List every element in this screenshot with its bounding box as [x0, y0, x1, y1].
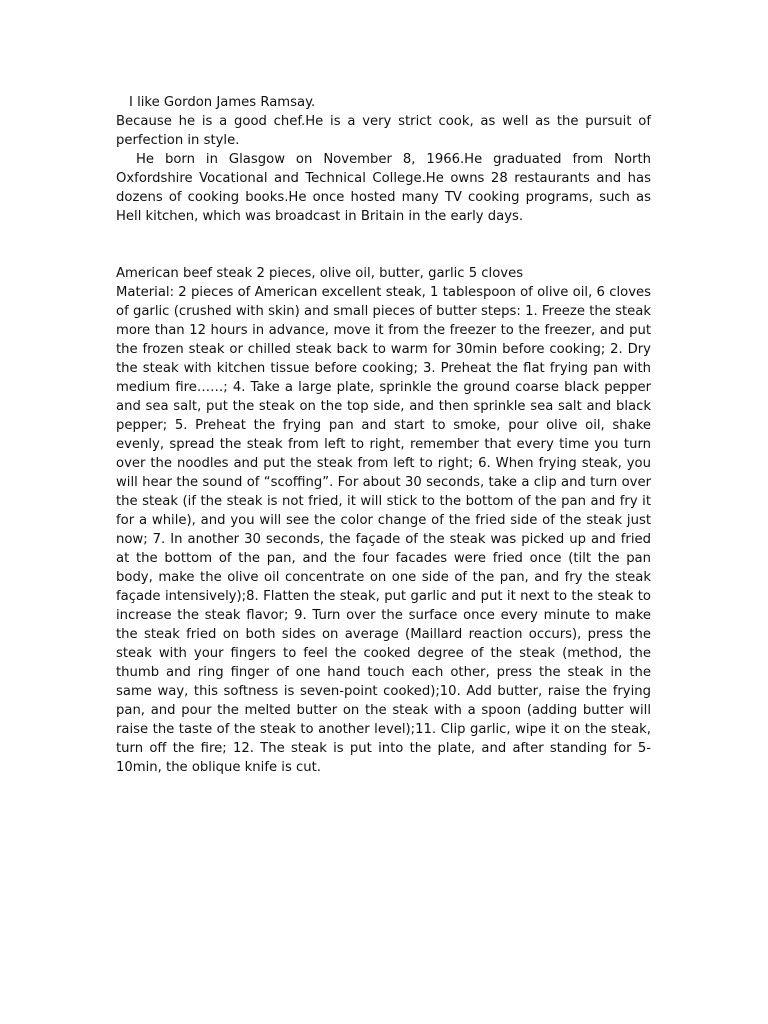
biography-paragraph: He born in Glasgow on November 8, 1966.He graduated from North Oxfordshire Vocational and Technical College.He owns 28 restaurants and has dozens of cooking books.He once hosted many TV cooking programs, such as Hell kitchen, which was broadcast in Britain in the early days.: [116, 152, 651, 224]
paragraph-spacer: [116, 226, 651, 264]
intro-line: I like Gordon James Ramsay.: [129, 95, 316, 110]
recipe-steps-paragraph: Material: 2 pieces of American excellent steak, 1 tablespoon of olive oil, 6 cloves of garlic (crushed with skin) and small pieces of butter steps: 1. Freeze the steak more than 12 hours in advance, move it from the freezer to the freezer, and put the frozen steak or chilled steak back to warm for 30min before cooking; 2. Dry the steak with kitchen tissue before cooking; 3. Preheat the flat frying pan with medium fire……; 4. Take a large plate, sprinkle the ground coarse black pepper and sea salt, put the steak on the top side, and then sprinkle sea salt and black pepper; 5. Preheat the frying pan and start to smoke, pour olive oil, shake evenly, spread the steak from left to right, remember that every time you turn over the noodles and put the steak from left to right; 6. When frying steak, you will hear the sound of “scoffing”. For about 30 seconds, take a clip and turn over the steak (if the steak is not fried, it will stick to the bottom of the pan and fry it for a while), and you will see the color change of the fried side of the steak just now; 7. In another 30 seconds, the façade of the steak was picked up and fried at the bottom of the pan, and the four facades were fried once (tilt the pan body, make the olive oil concentrate on one side of the pan, and fry the steak façade intensively);8. Flatten the steak, put garlic and put it next to the steak to increase the steak flavor; 9. Turn over the surface once every minute to make the steak fried on both sides on average (Maillard reaction occurs), press the steak with your fingers to feel the cooked degree of the steak (method, the thumb and ring finger of one hand touch each other, press the steak in the same way, this softness is seven-point cooked);10. Add butter, raise the frying pan, and pour the melted butter on the steak with a spoon (adding butter will raise the taste of the steak to another level);11. Clip garlic, wipe it on the steak, turn off the fire; 12. The steak is put into the plate, and after standing for 5-10min, the oblique knife is cut.: [116, 285, 651, 775]
recipe-title: American beef steak 2 pieces, olive oil, butter, garlic 5 cloves: [116, 266, 524, 281]
reason-paragraph: Because he is a good chef.He is a very strict cook, as well as the pursuit of perfection in style.: [116, 114, 651, 148]
document-page: [116, 93, 651, 777]
